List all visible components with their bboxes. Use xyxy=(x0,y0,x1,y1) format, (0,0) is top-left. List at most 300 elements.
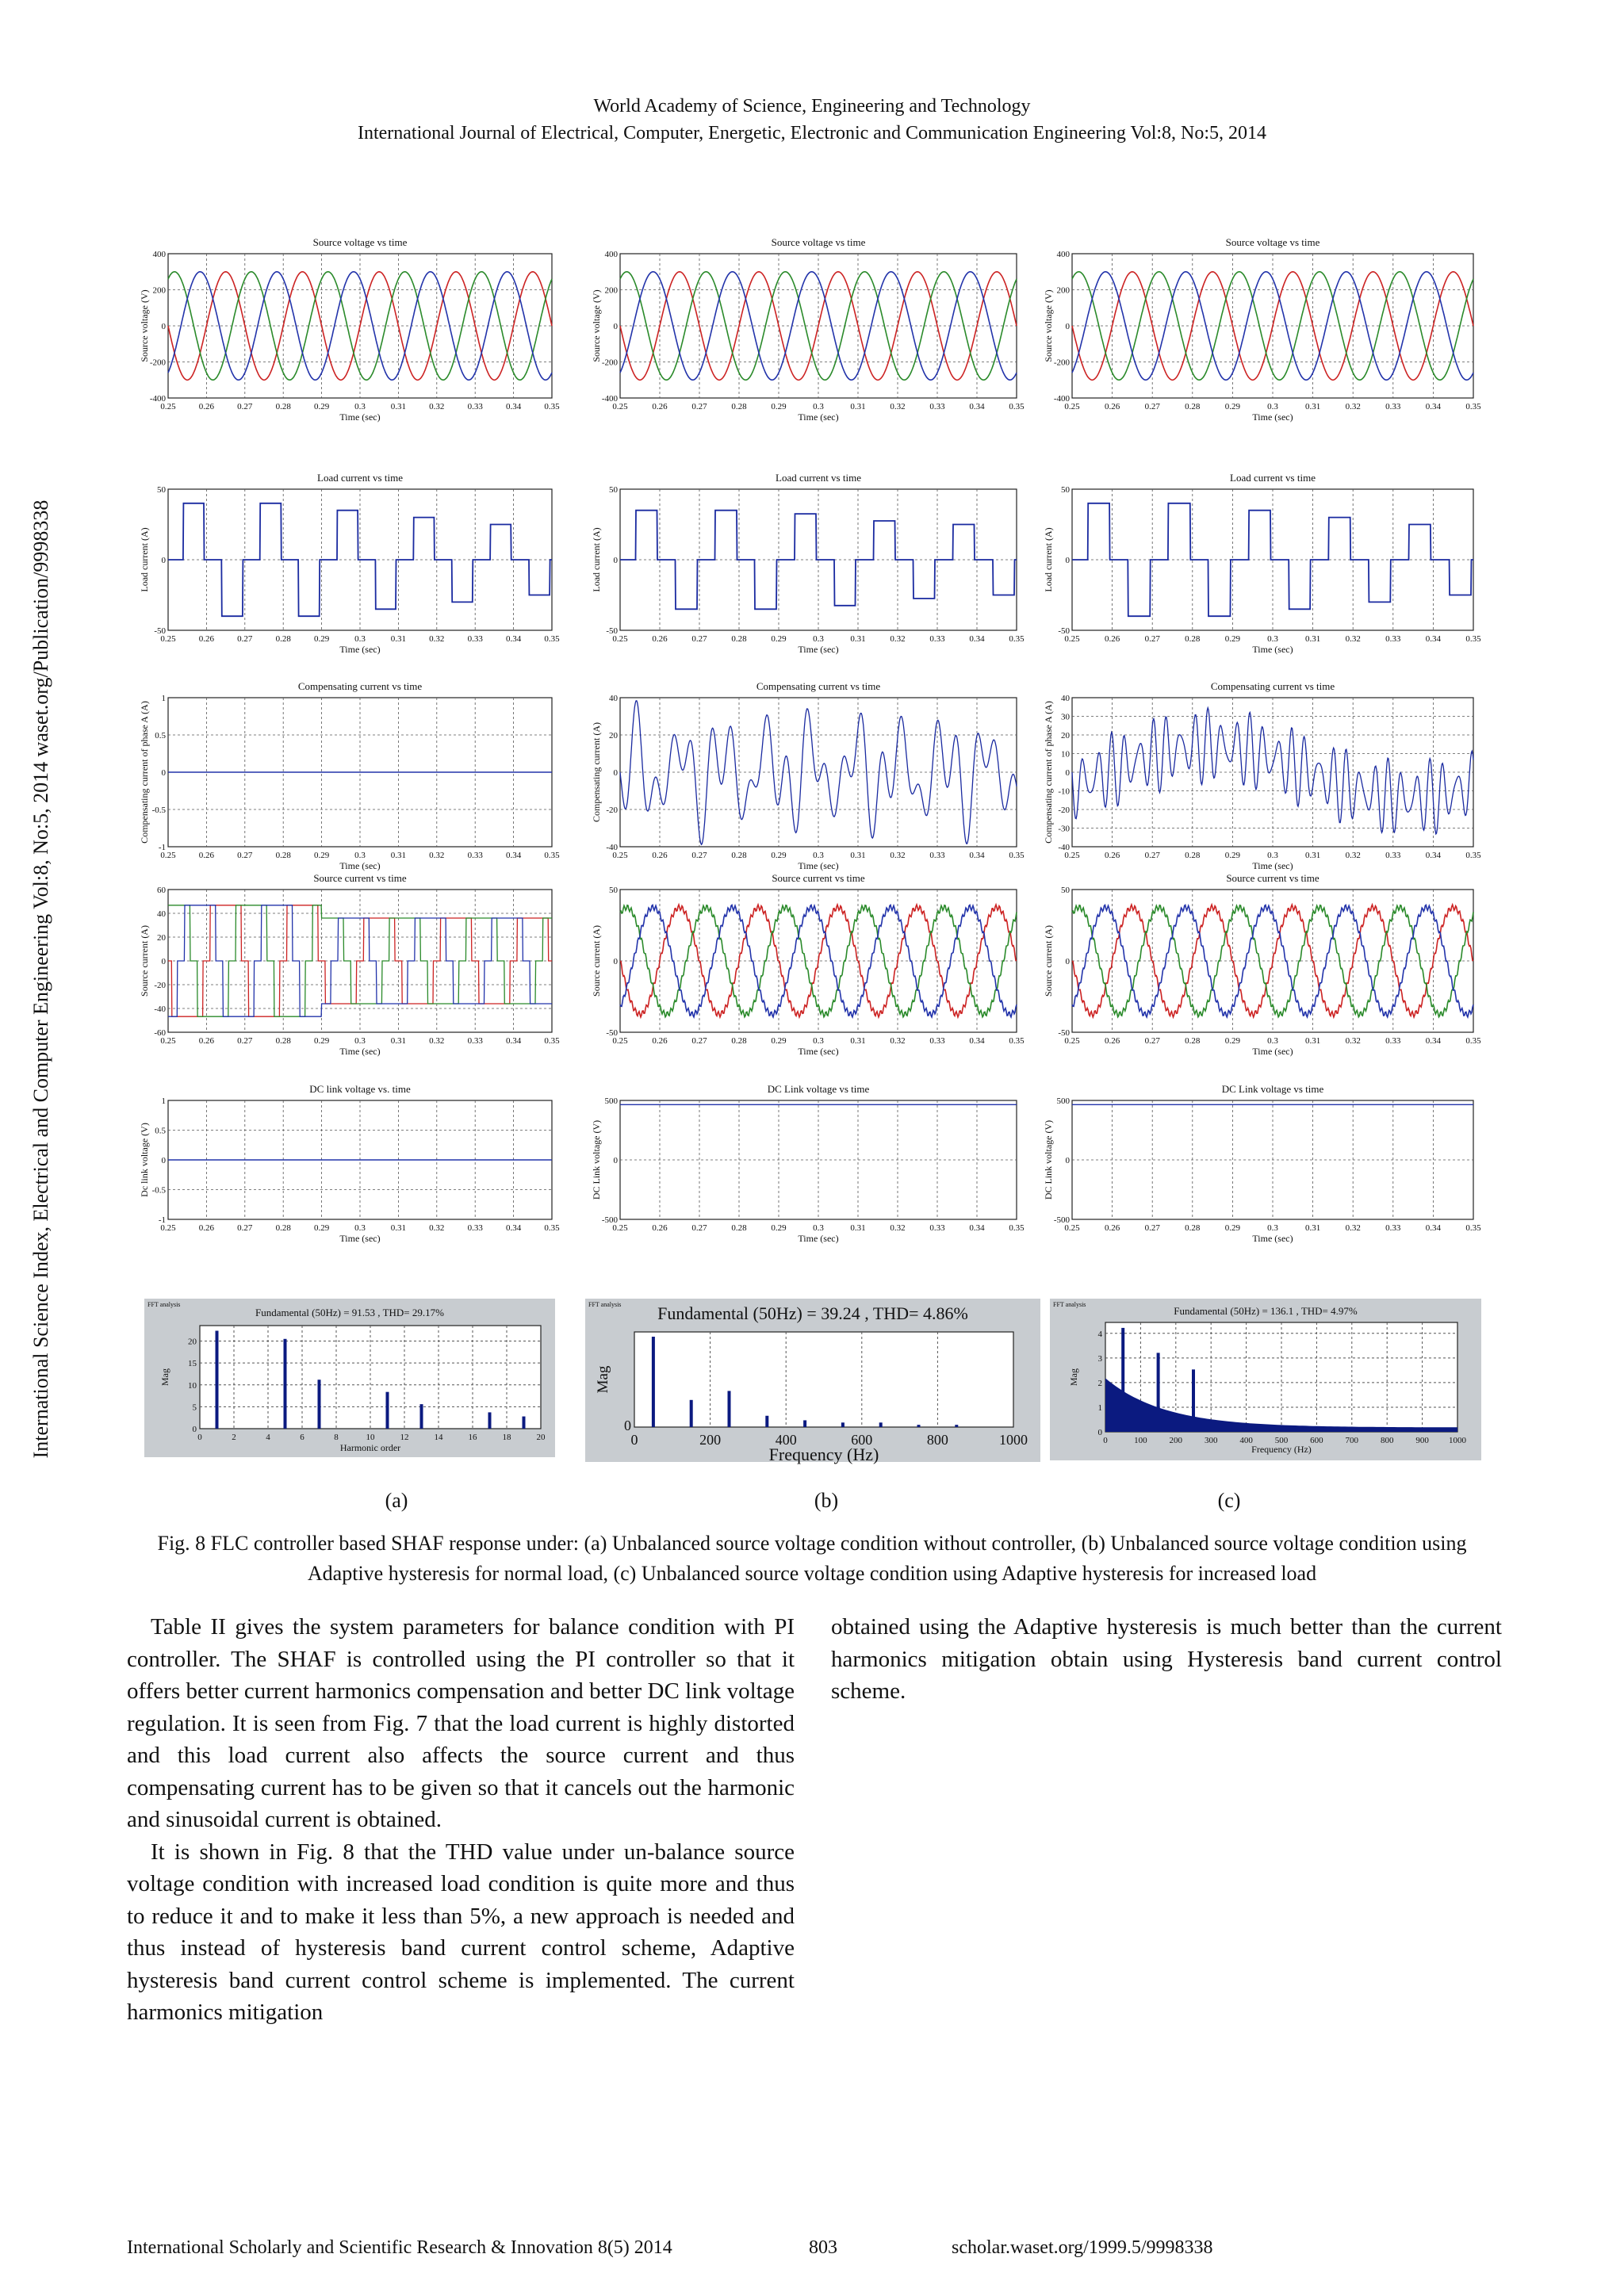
y-tick-label: 200 xyxy=(604,285,618,296)
x-tick-label: 0.28 xyxy=(275,402,291,411)
x-tick-label: 0.29 xyxy=(313,1036,330,1046)
x-tick-label: 0.3 xyxy=(813,634,824,644)
x-tick-label: 0.27 xyxy=(1144,1223,1160,1233)
x-tick-label: 0.3 xyxy=(813,851,824,860)
y-axis-label: Load current (A) xyxy=(591,527,602,592)
y-tick-label: -40 xyxy=(1058,843,1070,852)
x-tick-label: 0.33 xyxy=(929,402,945,411)
plot-source-voltage-a xyxy=(136,232,568,431)
x-tick-label: 0.28 xyxy=(1185,402,1201,411)
y-tick-label: 200 xyxy=(1056,285,1070,296)
y-tick-label: 500 xyxy=(604,1096,618,1106)
plot-title: Source current vs time xyxy=(313,872,407,884)
x-tick-label: 0.26 xyxy=(652,1036,668,1046)
x-tick-label: 0.28 xyxy=(1185,1036,1201,1046)
plot-dc-link-b xyxy=(588,1078,1032,1253)
x-tick-label: 0.34 xyxy=(969,1036,985,1046)
y-axis-label: Mag xyxy=(159,1368,170,1386)
x-tick-label: 0.28 xyxy=(731,634,747,644)
plot-title: Source voltage vs time xyxy=(771,236,866,248)
x-tick-label: 0.27 xyxy=(237,402,253,411)
y-axis-label: Mag xyxy=(1068,1368,1079,1386)
x-tick-label: 0.29 xyxy=(771,634,787,644)
x-tick-label: 0.29 xyxy=(771,402,787,411)
y-tick-label: -50 xyxy=(1058,626,1070,636)
x-tick-label: 0.25 xyxy=(160,851,176,860)
y-tick-label: 2 xyxy=(1097,1378,1102,1388)
harmonic-bar xyxy=(284,1339,287,1429)
y-tick-label: 20 xyxy=(157,933,166,943)
x-tick-label: 0.32 xyxy=(1345,851,1361,860)
x-tick-label: 0.35 xyxy=(1465,1223,1481,1233)
x-tick-label: 0.26 xyxy=(652,402,668,411)
y-tick-label: 20 xyxy=(188,1337,197,1347)
x-tick-label: 0.34 xyxy=(505,1036,522,1046)
y-tick-label: -1 xyxy=(158,1215,166,1225)
x-tick-label: 0.27 xyxy=(237,1036,253,1046)
x-tick-label: 0.29 xyxy=(313,402,330,411)
x-tick-label: 0.28 xyxy=(731,1036,747,1046)
y-tick-label: 0 xyxy=(613,322,618,331)
x-tick-label: 0.26 xyxy=(198,851,215,860)
y-tick-label: 0 xyxy=(161,957,166,966)
x-tick-label: 0.33 xyxy=(467,851,483,860)
x-tick-label: 0.27 xyxy=(237,634,253,644)
y-axis-label: Load current (A) xyxy=(1043,527,1054,592)
x-tick-label: 0.27 xyxy=(1144,1036,1160,1046)
plot-svg xyxy=(588,675,1032,880)
fft-label: FFT analysis xyxy=(1053,1301,1086,1308)
x-tick-label: 0.33 xyxy=(467,402,483,411)
x-tick-label: 0.3 xyxy=(1267,402,1278,411)
x-tick-label: 0.33 xyxy=(1385,1036,1401,1046)
y-tick-label: -40 xyxy=(606,843,618,852)
plot-source-current-b xyxy=(588,867,1032,1066)
x-tick-label: 0.34 xyxy=(1425,1223,1442,1233)
x-axis-label: Time (sec) xyxy=(1252,644,1293,655)
harmonic-bar xyxy=(386,1392,389,1429)
plot-title: Load current vs time xyxy=(317,472,403,484)
y-axis-label: Compensating current of phase A (A) xyxy=(1043,701,1054,844)
x-tick-label: 0.25 xyxy=(160,402,176,411)
y-tick-label: 0 xyxy=(613,957,618,966)
y-tick-label: 50 xyxy=(1061,485,1070,495)
x-tick-label: 0.31 xyxy=(1304,1223,1321,1233)
x-tick-label: 0.3 xyxy=(354,851,366,860)
y-tick-label: -500 xyxy=(1053,1215,1070,1225)
y-tick-label: 50 xyxy=(157,485,166,495)
x-tick-label: 500 xyxy=(1274,1436,1289,1445)
y-tick-label: 1 xyxy=(161,1096,166,1106)
plot-svg xyxy=(1040,467,1489,664)
y-tick-label: 0 xyxy=(161,1156,166,1165)
y-tick-label: -20 xyxy=(606,806,618,815)
y-tick-label: 5 xyxy=(192,1402,197,1413)
x-tick-label: 700 xyxy=(1345,1436,1359,1445)
y-tick-label: -500 xyxy=(601,1215,618,1225)
x-tick-label: 0.27 xyxy=(691,1036,707,1046)
y-axis-label: Source current (A) xyxy=(591,925,602,997)
x-tick-label: 6 xyxy=(300,1433,304,1442)
plot-source-voltage-b xyxy=(588,232,1032,431)
x-tick-label: 100 xyxy=(1134,1436,1147,1445)
x-tick-label: 0.29 xyxy=(771,1223,787,1233)
plot-svg xyxy=(1040,1078,1489,1253)
x-tick-label: 0.35 xyxy=(1465,851,1481,860)
x-tick-label: 14 xyxy=(434,1433,443,1442)
x-tick-label: 0.32 xyxy=(429,851,445,860)
y-axis-label: Source current (A) xyxy=(1043,925,1054,997)
x-tick-label: 0.31 xyxy=(390,402,407,411)
y-tick-label: 0 xyxy=(613,1156,618,1165)
x-tick-label: 0.29 xyxy=(313,634,330,644)
harmonic-bar xyxy=(917,1425,921,1427)
x-tick-label: 0.33 xyxy=(467,1223,483,1233)
y-tick-label: 30 xyxy=(1061,712,1070,722)
x-tick-label: 0.31 xyxy=(390,1223,407,1233)
x-tick-label: 0.34 xyxy=(969,851,985,860)
x-tick-label: 0.33 xyxy=(467,634,483,644)
plot-title: Load current vs time xyxy=(1230,472,1316,484)
body-column-right xyxy=(831,1611,1502,1708)
paragraph-1: Table II gives the system parameters for balance condition with PI controller. The SHAF is controlled using the PI controller so that it offers better current harmonics compensation and better DC link voltage regulation. It is seen from Fig. 7 that the load current is highly distorted and this load current also affects the source current and thus compensating current has to be given so that it cancels out the harmonic and sinusoidal current is obtained. xyxy=(127,1614,795,1832)
journal-subtitle: International Journal of Electrical, Computer, Energetic, Electronic and Communication Engineering Vol:8, No:5, 2014 xyxy=(357,123,1267,144)
y-tick-label: 400 xyxy=(1056,250,1070,259)
y-tick-label: 0 xyxy=(1065,1156,1070,1165)
x-tick-label: 0.31 xyxy=(1304,851,1321,860)
y-tick-label: 0 xyxy=(161,556,166,565)
x-tick-label: 8 xyxy=(334,1433,339,1442)
x-axis-label: Time (sec) xyxy=(339,860,381,871)
x-tick-label: 0.26 xyxy=(652,634,668,644)
x-tick-label: 800 xyxy=(926,1432,948,1448)
x-tick-label: 0.35 xyxy=(544,851,560,860)
x-tick-label: 600 xyxy=(1310,1436,1323,1445)
x-tick-label: 0.32 xyxy=(1345,1223,1361,1233)
plot-load-current-b xyxy=(588,467,1032,664)
x-tick-label: 0 xyxy=(630,1432,638,1448)
x-tick-label: 0.33 xyxy=(929,1036,945,1046)
plot-comp-current-a xyxy=(136,675,568,880)
y-tick-label: -10 xyxy=(1058,786,1070,797)
x-tick-label: 0.29 xyxy=(771,851,787,860)
x-tick-label: 0.3 xyxy=(354,1036,366,1046)
x-tick-label: 0.33 xyxy=(929,1223,945,1233)
y-tick-label: -1 xyxy=(158,843,166,852)
x-tick-label: 0.25 xyxy=(1064,1223,1080,1233)
x-tick-label: 0.33 xyxy=(929,634,945,644)
plot-title: DC link voltage vs. time xyxy=(309,1083,411,1095)
y-tick-label: 40 xyxy=(609,694,618,703)
subfig-label-c: (c) xyxy=(1217,1489,1241,1512)
y-tick-label: 40 xyxy=(157,909,166,919)
harmonic-bar xyxy=(690,1400,693,1427)
figure-caption: Fig. 8 FLC controller based SHAF response under: (a) Unbalanced source voltage condition without controller, (b) Unbalanced source voltage condition using Adaptive hysteresis for normal load, (c) Unbalanced source voltage condition using Adaptive hysteresis for increased load xyxy=(157,1532,1467,1585)
x-tick-label: 200 xyxy=(1169,1436,1183,1445)
plot-svg xyxy=(588,1078,1032,1253)
x-tick-label: 0.31 xyxy=(850,1223,866,1233)
x-tick-label: 0.29 xyxy=(1224,1036,1241,1046)
x-axis-label: Frequency (Hz) xyxy=(1251,1444,1312,1455)
plot-title: Compensating current vs time xyxy=(756,680,881,692)
harmonic-bar xyxy=(765,1416,768,1427)
x-tick-label: 0.25 xyxy=(160,1223,176,1233)
x-tick-label: 0.27 xyxy=(691,1223,707,1233)
x-tick-label: 0.34 xyxy=(1425,634,1442,644)
plot-title: DC Link voltage vs time xyxy=(1221,1083,1324,1095)
y-tick-label: 400 xyxy=(604,250,618,259)
plot-title: Source voltage vs time xyxy=(1225,236,1320,248)
plot-title: Load current vs time xyxy=(776,472,861,484)
x-tick-label: 0.34 xyxy=(969,402,985,411)
x-tick-label: 0.32 xyxy=(890,402,906,411)
y-tick-label: 0 xyxy=(1065,768,1070,778)
journal-name: World Academy of Science, Engineering and Technology xyxy=(593,96,1031,117)
x-tick-label: 4 xyxy=(266,1433,270,1442)
x-tick-label: 0.28 xyxy=(275,634,291,644)
x-tick-label: 0.31 xyxy=(1304,402,1321,411)
y-tick-label: 200 xyxy=(152,285,166,296)
x-tick-label: 0.3 xyxy=(813,402,824,411)
harmonic-bar xyxy=(728,1391,731,1427)
harmonic-bar xyxy=(652,1337,655,1427)
x-tick-label: 0.27 xyxy=(1144,402,1160,411)
x-tick-label: 0.29 xyxy=(313,1223,330,1233)
x-tick-label: 0.26 xyxy=(198,1223,215,1233)
x-tick-label: 0.26 xyxy=(198,1036,215,1046)
x-tick-label: 0.35 xyxy=(544,634,560,644)
x-tick-label: 0.32 xyxy=(1345,1036,1361,1046)
y-tick-label: 15 xyxy=(188,1359,197,1369)
plot-svg xyxy=(136,1078,568,1253)
plot-title: DC Link voltage vs time xyxy=(767,1083,870,1095)
x-tick-label: 0.35 xyxy=(1009,634,1025,644)
x-tick-label: 0 xyxy=(1103,1436,1108,1445)
x-tick-label: 0.29 xyxy=(1224,851,1241,860)
x-axis-label: Time (sec) xyxy=(339,644,381,655)
plot-svg xyxy=(136,675,568,880)
x-tick-label: 0.34 xyxy=(1425,402,1442,411)
x-axis-label: Time (sec) xyxy=(339,1046,381,1057)
x-tick-label: 400 xyxy=(775,1432,797,1448)
x-tick-label: 0.27 xyxy=(691,851,707,860)
plot-svg xyxy=(136,232,568,431)
x-axis-label: Time (sec) xyxy=(1252,1233,1293,1244)
y-axis-label: Mag xyxy=(595,1365,611,1394)
fft-a xyxy=(144,1299,555,1457)
harmonic-bar xyxy=(879,1422,883,1427)
x-tick-label: 0.26 xyxy=(198,634,215,644)
y-tick-label: -400 xyxy=(149,394,166,404)
x-tick-label: 0.3 xyxy=(813,1036,824,1046)
y-axis-label: Compensating current (A) xyxy=(591,722,602,822)
y-tick-label: 0.5 xyxy=(155,731,166,740)
footer-url: scholar.waset.org/1999.5/9998338 xyxy=(952,2237,1213,2258)
x-tick-label: 0.33 xyxy=(1385,1223,1401,1233)
x-tick-label: 20 xyxy=(536,1433,546,1442)
y-tick-label: 40 xyxy=(1061,694,1070,703)
x-tick-label: 0.33 xyxy=(1385,851,1401,860)
x-tick-label: 0.32 xyxy=(890,634,906,644)
x-tick-label: 0.25 xyxy=(612,634,628,644)
y-tick-label: -50 xyxy=(606,1028,618,1038)
x-tick-label: 0.32 xyxy=(429,634,445,644)
fft-c xyxy=(1050,1299,1481,1460)
harmonic-bar xyxy=(841,1422,845,1427)
y-tick-label: 50 xyxy=(1061,886,1070,895)
y-tick-label: -20 xyxy=(1058,806,1070,815)
x-axis-label: Frequency (Hz) xyxy=(768,1445,879,1464)
y-tick-label: 3 xyxy=(1097,1353,1102,1364)
y-tick-label: -30 xyxy=(1058,824,1070,834)
x-tick-label: 0.32 xyxy=(890,1036,906,1046)
harmonic-bar xyxy=(216,1331,219,1429)
x-tick-label: 0.26 xyxy=(1104,851,1120,860)
y-tick-label: -40 xyxy=(154,1004,166,1014)
x-tick-label: 12 xyxy=(400,1433,409,1442)
harmonic-bar xyxy=(523,1417,526,1429)
x-tick-label: 900 xyxy=(1415,1436,1429,1445)
x-tick-label: 0.32 xyxy=(890,1223,906,1233)
x-tick-label: 0.3 xyxy=(1267,851,1278,860)
plot-source-current-a xyxy=(136,867,568,1066)
y-axis-label: DC Link voltage (V) xyxy=(591,1119,602,1200)
x-tick-label: 0.26 xyxy=(652,1223,668,1233)
x-tick-label: 18 xyxy=(502,1433,511,1442)
fft-label: FFT analysis xyxy=(147,1301,181,1308)
y-axis-label: Source voltage (V) xyxy=(1043,289,1054,362)
y-tick-label: 0 xyxy=(1097,1428,1102,1437)
plot-title: Source voltage vs time xyxy=(312,236,408,248)
x-tick-label: 0.35 xyxy=(1009,851,1025,860)
subfig-label-a: (a) xyxy=(385,1489,408,1512)
x-tick-label: 0.25 xyxy=(612,1036,628,1046)
y-tick-label: -400 xyxy=(1053,394,1070,404)
x-tick-label: 0.31 xyxy=(850,851,866,860)
y-tick-label: 400 xyxy=(152,250,166,259)
fft-svg xyxy=(1050,1299,1481,1460)
body-column-left xyxy=(127,1611,795,2029)
x-tick-label: 0.35 xyxy=(544,1036,560,1046)
fft-title: Fundamental (50Hz) = 136.1 , THD= 4.97% xyxy=(1174,1305,1358,1317)
x-tick-label: 0.3 xyxy=(1267,1223,1278,1233)
x-tick-label: 300 xyxy=(1204,1436,1218,1445)
x-tick-label: 0.28 xyxy=(731,402,747,411)
x-tick-label: 0.27 xyxy=(237,851,253,860)
x-tick-label: 0.29 xyxy=(1224,1223,1241,1233)
fft-title: Fundamental (50Hz) = 39.24 , THD= 4.86% xyxy=(657,1303,968,1323)
x-tick-label: 0.25 xyxy=(160,634,176,644)
plot-svg xyxy=(136,867,568,1066)
x-tick-label: 0.35 xyxy=(1009,1036,1025,1046)
x-axis-label: Time (sec) xyxy=(798,860,839,871)
x-tick-label: 600 xyxy=(851,1432,873,1448)
x-tick-label: 0.3 xyxy=(1267,1036,1278,1046)
plot-comp-current-c xyxy=(1040,675,1489,880)
x-tick-label: 0.25 xyxy=(160,1036,176,1046)
x-tick-label: 0.29 xyxy=(1224,402,1241,411)
y-tick-label: 0 xyxy=(1065,322,1070,331)
y-tick-label: 1 xyxy=(1097,1402,1102,1413)
y-axis-label: Compensating current of phase A (A) xyxy=(139,701,150,844)
x-axis-label: Time (sec) xyxy=(339,411,381,423)
y-tick-label: 0 xyxy=(192,1425,197,1434)
x-tick-label: 0.27 xyxy=(691,634,707,644)
x-tick-label: 0.28 xyxy=(1185,1223,1201,1233)
x-axis-label: Time (sec) xyxy=(798,1233,839,1244)
y-axis-label: DC Link voltage (V) xyxy=(1043,1119,1054,1200)
plot-svg xyxy=(588,867,1032,1066)
x-tick-label: 0.26 xyxy=(1104,402,1120,411)
x-tick-label: 0.28 xyxy=(731,1223,747,1233)
x-tick-label: 0.25 xyxy=(612,402,628,411)
x-tick-label: 0.32 xyxy=(429,1036,445,1046)
x-tick-label: 0.3 xyxy=(1267,634,1278,644)
plot-source-current-c xyxy=(1040,867,1489,1066)
x-tick-label: 0.35 xyxy=(544,1223,560,1233)
plot-svg xyxy=(588,232,1032,431)
x-tick-label: 0.28 xyxy=(275,1223,291,1233)
x-tick-label: 0.25 xyxy=(1064,851,1080,860)
y-tick-label: -200 xyxy=(1053,358,1070,368)
x-tick-label: 0 xyxy=(197,1433,202,1442)
x-tick-label: 0.25 xyxy=(1064,634,1080,644)
y-tick-label: 0 xyxy=(161,322,166,331)
x-tick-label: 0.26 xyxy=(1104,634,1120,644)
x-tick-label: 800 xyxy=(1380,1436,1394,1445)
plot-dc-link-c xyxy=(1040,1078,1489,1253)
plot-svg xyxy=(1040,867,1489,1066)
y-tick-label: -200 xyxy=(601,358,618,368)
x-tick-label: 0.28 xyxy=(1185,851,1201,860)
x-tick-label: 0.27 xyxy=(237,1223,253,1233)
x-axis-label: Harmonic order xyxy=(339,1442,401,1453)
x-tick-label: 0.35 xyxy=(1465,634,1481,644)
harmonic-bar xyxy=(318,1380,321,1429)
plot-dc-link-a xyxy=(136,1078,568,1253)
plot-comp-current-b xyxy=(588,675,1032,880)
x-tick-label: 400 xyxy=(1239,1436,1253,1445)
fft-b xyxy=(585,1299,1040,1462)
fft-title: Fundamental (50Hz) = 91.53 , THD= 29.17% xyxy=(255,1307,444,1318)
plot-svg xyxy=(1040,675,1489,880)
x-tick-label: 0.34 xyxy=(505,634,522,644)
fft-svg xyxy=(144,1299,555,1457)
x-tick-label: 0.27 xyxy=(1144,851,1160,860)
harmonic-bar xyxy=(955,1425,958,1427)
y-tick-label: 20 xyxy=(1061,731,1070,740)
x-tick-label: 0.34 xyxy=(505,851,522,860)
x-tick-label: 0.26 xyxy=(1104,1036,1120,1046)
x-tick-label: 0.31 xyxy=(1304,1036,1321,1046)
x-tick-label: 0.31 xyxy=(390,1036,407,1046)
y-tick-label: 10 xyxy=(1061,749,1070,760)
paragraph-2: It is shown in Fig. 8 that the THD value under un-balance source voltage condition with increased load condition is quite more and thus to reduce it and to make it less than 5%, a new approach is needed and thus instead of hysteresis band current control scheme, Adaptive hysteresis band current control scheme is implemented. The current harmonics mitigation xyxy=(127,1839,795,2025)
x-tick-label: 0.29 xyxy=(771,1036,787,1046)
x-tick-label: 0.26 xyxy=(1104,1223,1120,1233)
x-tick-label: 0.35 xyxy=(1009,402,1025,411)
y-axis-label: Source current (A) xyxy=(139,925,150,997)
fft-label: FFT analysis xyxy=(588,1301,622,1308)
y-tick-label: 0 xyxy=(1065,556,1070,565)
page-number: 803 xyxy=(809,2237,837,2258)
y-tick-label: 60 xyxy=(157,886,166,895)
y-tick-label: 500 xyxy=(1056,1096,1070,1106)
x-tick-label: 16 xyxy=(468,1433,477,1442)
y-axis-label: Load current (A) xyxy=(139,527,150,592)
x-axis-label: Time (sec) xyxy=(1252,411,1293,423)
x-tick-label: 0.35 xyxy=(544,402,560,411)
